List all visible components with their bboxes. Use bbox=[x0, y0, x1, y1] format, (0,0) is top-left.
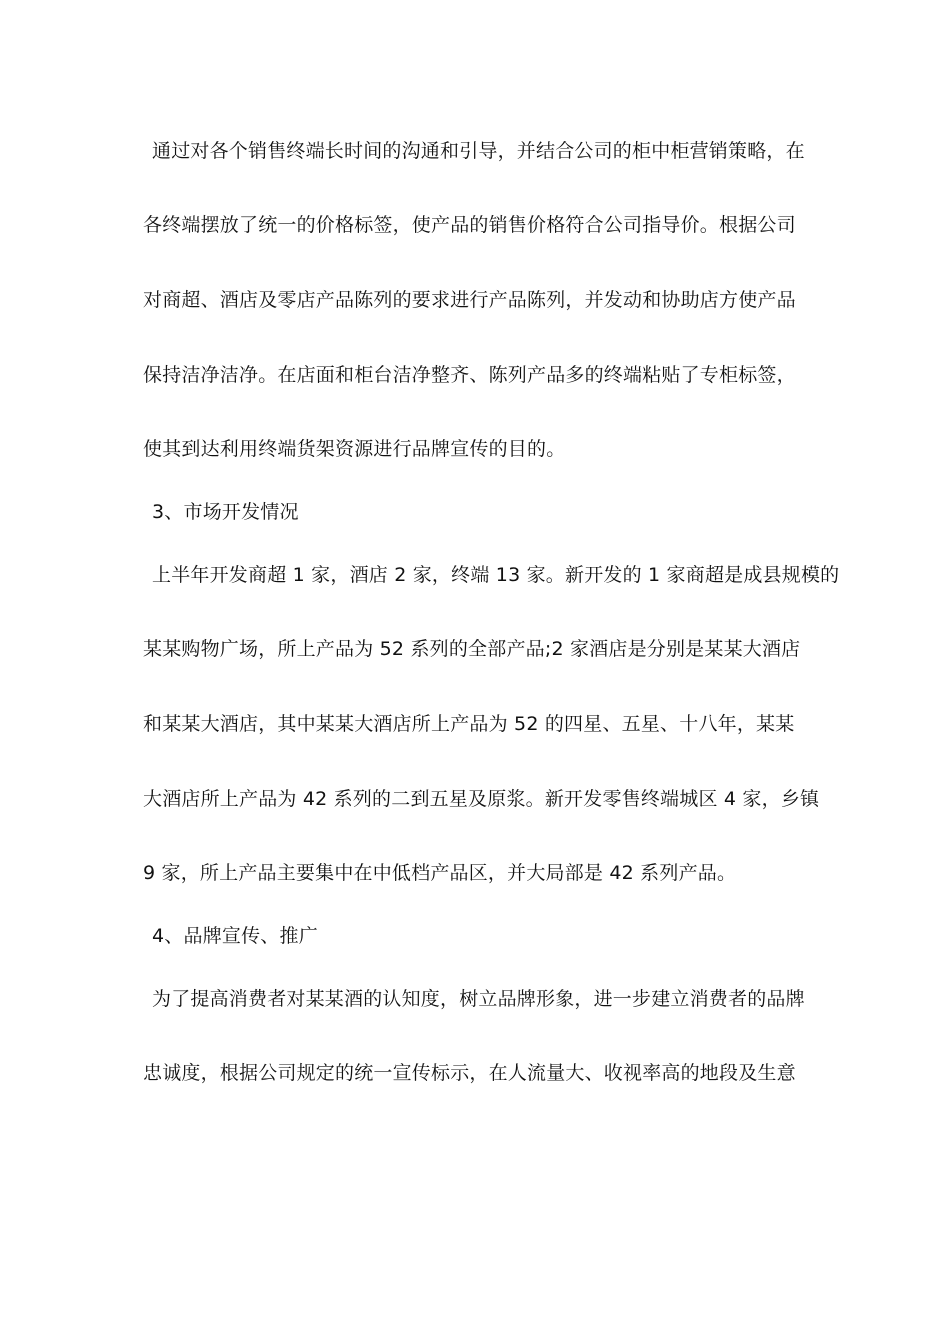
paragraph-line: 忠诚度，根据公司规定的统一宣传标示，在人流量大、收视率高的地段及生意 bbox=[143, 1062, 796, 1084]
section-heading-3: 3、市场开发情况 bbox=[152, 501, 299, 523]
paragraph-line: 9 家，所上产品主要集中在中低档产品区，并大局部是 42 系列产品。 bbox=[143, 862, 737, 884]
paragraph-line: 为了提高消费者对某某酒的认知度，树立品牌形象，进一步建立消费者的品牌 bbox=[152, 988, 805, 1010]
paragraph-line: 各终端摆放了统一的价格标签，使产品的销售价格符合公司指导价。根据公司 bbox=[143, 214, 796, 236]
paragraph-line: 使其到达利用终端货架资源进行品牌宣传的目的。 bbox=[143, 438, 566, 460]
paragraph-line: 保持洁净洁净。在店面和柜台洁净整齐、陈列产品多的终端粘贴了专柜标签， bbox=[143, 364, 796, 386]
paragraph-line: 某某购物广场，所上产品为 52 系列的全部产品;2 家酒店是分别是某某大酒店 bbox=[143, 638, 801, 660]
section-heading-4: 4、品牌宣传、推广 bbox=[152, 925, 318, 947]
paragraph-line: 上半年开发商超 1 家，酒店 2 家，终端 13 家。新开发的 1 家商超是成县规模的 bbox=[152, 564, 840, 586]
paragraph-line: 通过对各个销售终端长时间的沟通和引导，并结合公司的柜中柜营销策略，在 bbox=[152, 140, 805, 162]
paragraph-line: 大酒店所上产品为 42 系列的二到五星及原浆。新开发零售终端城区 4 家，乡镇 bbox=[143, 788, 820, 810]
paragraph-line: 和某某大酒店，其中某某大酒店所上产品为 52 的四星、五星、十八年，某某 bbox=[143, 713, 795, 735]
paragraph-line: 对商超、酒店及零店产品陈列的要求进行产品陈列，并发动和协助店方使产品 bbox=[143, 289, 796, 311]
